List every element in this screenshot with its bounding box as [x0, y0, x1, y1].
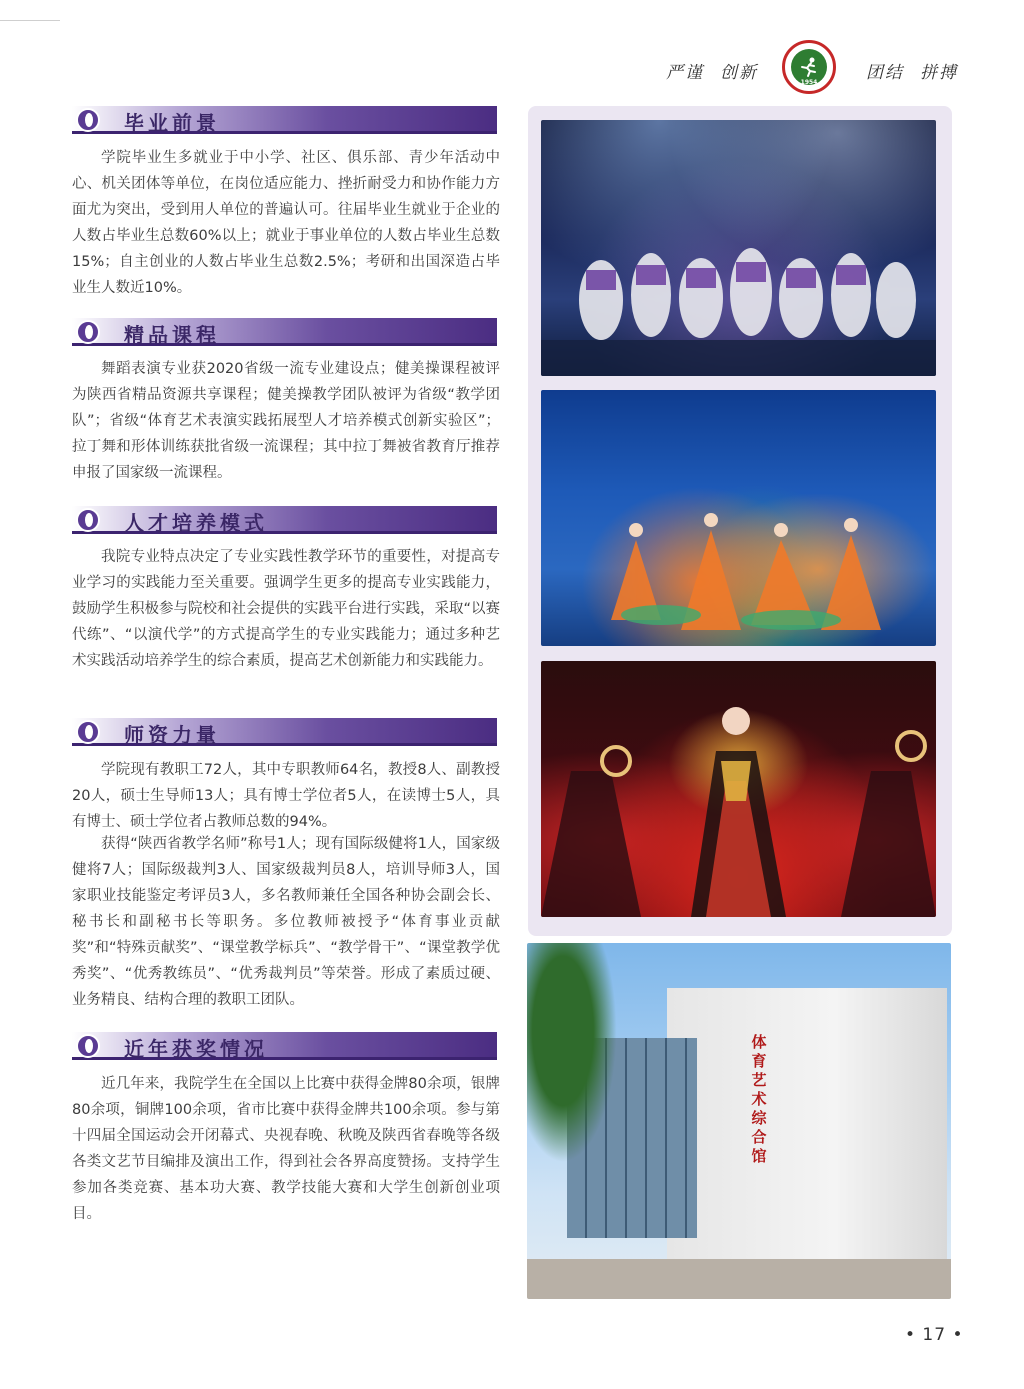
- building-facade: [667, 988, 947, 1278]
- logo-year: 1954: [800, 79, 818, 86]
- section-paragraph: 获得“陕西省教学名师”称号1人；现有国际级健将1人，国家级健将7人；国际级裁判3人、国家级裁判员8人，培训导师3人，国家职业技能鉴定考评员3人，多名教师兼任全国各种协会副会长、秘书长和副秘书长等职务。多位教师被授予“体育事业贡献奖”和“特殊贡献奖”、“课堂教学标兵”、“教学骨干”、“课堂教学优秀奖”、“优秀教练员”、“优秀裁判员”等荣誉。形成了素质过硬、业务精良、结构合理的教职工团队。: [72, 836, 500, 1008]
- section-header-awards: [72, 1032, 497, 1060]
- page-header: [0, 48, 1024, 88]
- photo-gymnasium-building: [527, 943, 951, 1299]
- section-paragraph: 学院毕业生多就业于中小学、社区、俱乐部、青少年活动中心、机关团体等单位，在岗位适应能力、挫折耐受力和协作能力方面尤为突出，受到用人单位的普遍认可。往届毕业生就业于企业的人数占毕业生总数60%以上；就业于事业单位的人数占毕业生总数15%；自主创业的人数占毕业生总数2.5%；考研和出国深造占毕业生人数近10%。: [72, 150, 500, 296]
- section-bullet-icon: [76, 108, 100, 132]
- page-number: • 17 •: [905, 1325, 964, 1345]
- photo-dance-performance-2: [541, 390, 936, 646]
- section-header-graduation: [72, 106, 497, 134]
- stage-dancers-illustration: [541, 120, 936, 376]
- runner-icon: [791, 49, 827, 85]
- section-bullet-icon: [76, 1034, 100, 1058]
- stage-dancers-illustration: [541, 661, 936, 917]
- photo-dance-performance-3: [541, 661, 936, 917]
- motto-right: [858, 58, 966, 83]
- section-bullet-icon: [76, 720, 100, 744]
- section-title: 人才培养模式: [124, 511, 268, 535]
- building-sign: 体育艺术综合馆: [751, 1033, 767, 1165]
- motto-word-3: 团结: [866, 63, 904, 83]
- section-paragraph: 我院专业特点决定了专业实践性教学环节的重要性，对提高专业学习的实践能力至关重要。强调学生更多的提高专业实践能力，鼓励学生积极参与院校和社会提供的实践平台进行实践，采取“以赛代练”、“以演代学”的方式提高学生的专业实践能力；通过多种艺术实践活动培养学生的综合素质，提高艺术创新能力和实践能力。: [72, 549, 501, 669]
- section-title: 近年获奖情况: [124, 1037, 268, 1061]
- section-title: 师资力量: [124, 723, 220, 747]
- stage-dancers-illustration: [541, 390, 936, 646]
- section-bullet-icon: [76, 320, 100, 344]
- corner-crop-mark: [0, 0, 60, 21]
- section-paragraph: 近几年来，我院学生在全国以上比赛中获得金牌80余项，银牌80余项，铜牌100余项，省市比赛中获得金牌共100余项。参与第十四届全国运动会开闭幕式、央视春晚、秋晚及陕西省春晚等各级各类文艺节目编排及演出工作，得到社会各界高度赞扬。支持学生参加各类竞赛、基本功大赛、教学技能大赛和大学生创新创业项目。: [72, 1076, 500, 1222]
- photo-dance-performance-1: [541, 120, 936, 376]
- section-paragraph: 舞蹈表演专业获2020省级一流专业建设点；健美操课程被评为陕西省精品资源共享课程；健美操教学团队被评为省级“教学团队”；省级“体育艺术表演实践拓展型人才培养模式创新实验区”；拉丁舞和形体训练获批省级一流课程；其中拉丁舞被省教育厅推荐申报了国家级一流课程。: [72, 361, 500, 481]
- section-title: 毕业前景: [124, 111, 220, 135]
- section-header-faculty: [72, 718, 497, 746]
- school-logo: [782, 40, 836, 94]
- motto-left: [658, 58, 766, 83]
- ground: [527, 1259, 951, 1299]
- motto-word-4: 拼搏: [920, 63, 958, 83]
- section-title: 精品课程: [124, 323, 220, 347]
- section-header-training-mode: [72, 506, 497, 534]
- section-header-courses: [72, 318, 497, 346]
- motto-word-1: 严谨: [666, 63, 704, 83]
- runner-figure-icon: [798, 56, 820, 78]
- section-bullet-icon: [76, 508, 100, 532]
- section-paragraph: 学院现有教职工72人，其中专职教师64名，教授8人、副教授20人，硕士生导师13人；具有博士学位者5人，在读博士5人，具有博士、硕士学位者占教师总数的94%。: [72, 762, 500, 830]
- tree: [527, 943, 617, 1163]
- motto-word-2: 创新: [720, 63, 758, 83]
